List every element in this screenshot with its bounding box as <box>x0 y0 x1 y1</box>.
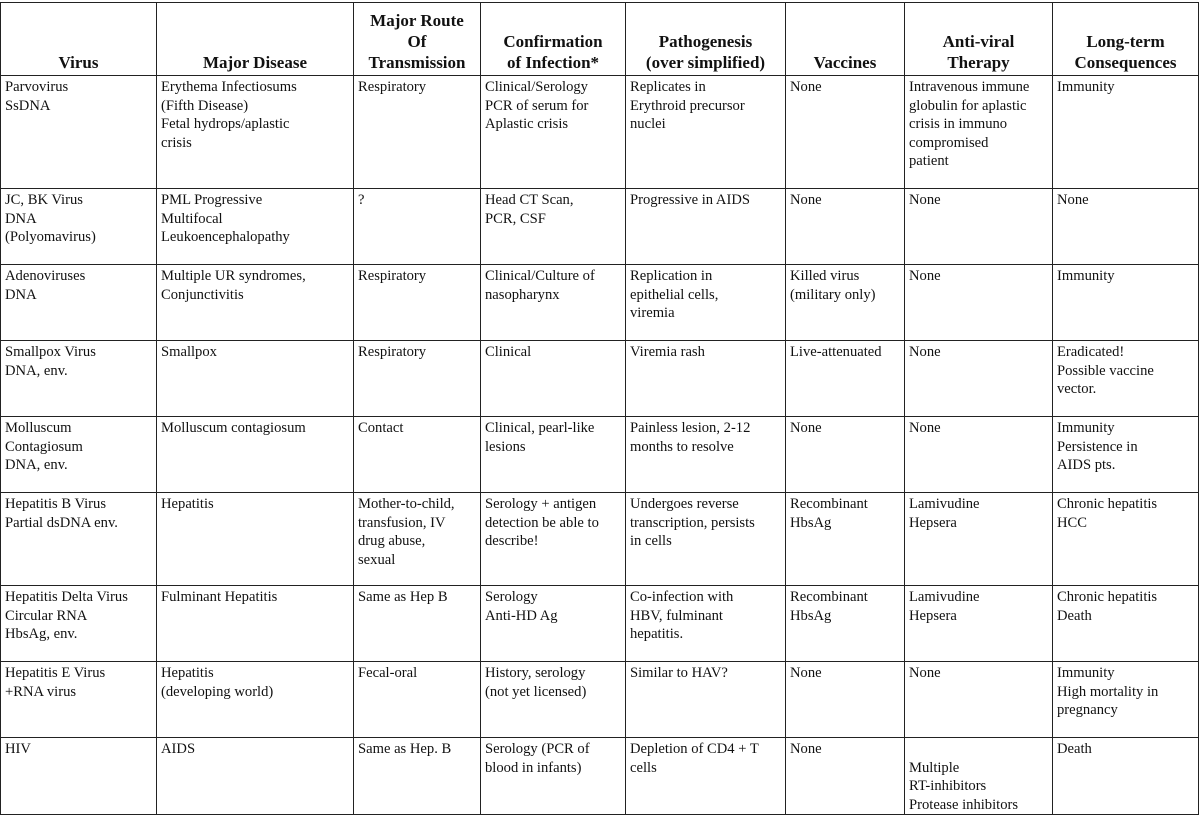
cell-line: Lamivudine <box>909 589 980 605</box>
header-major-disease <box>157 3 354 76</box>
cell-line: Erythema Infectiosums <box>161 79 297 95</box>
cell-line: Possible vaccine <box>1057 362 1154 379</box>
cell-line: Replicates in <box>630 79 706 95</box>
cell-line: Clinical <box>485 344 532 360</box>
cell-virus <box>1 341 157 417</box>
cell-pathogenesis <box>626 76 786 189</box>
cell-pathogenesis <box>626 586 786 662</box>
header-confirmation-of-infection <box>481 3 626 76</box>
cell-line: DNA, env. <box>5 457 68 473</box>
cell-line: DNA <box>5 286 37 303</box>
cell-line: AIDS <box>161 741 196 757</box>
cell-line: Adenoviruses <box>5 268 86 284</box>
cell-line: None <box>790 192 822 208</box>
table-row <box>1 265 1199 341</box>
cell-line: Same as Hep. B <box>358 741 452 757</box>
cell-line: Hepatitis Delta Virus <box>5 589 128 605</box>
header-route-of-transmission <box>354 3 481 76</box>
table-row <box>1 76 1199 189</box>
cell-confirmation-of-infection <box>481 662 626 738</box>
cell-line: Painless lesion, 2-12 <box>630 420 751 436</box>
cell-line: Immunity <box>1057 268 1115 284</box>
cell-line: PCR, CSF <box>485 210 546 227</box>
cell-line: Leukoencephalopathy <box>161 229 290 245</box>
cell-line: Chronic hepatitis <box>1057 496 1158 512</box>
cell-pathogenesis <box>626 265 786 341</box>
cell-line: HBV, fulminant <box>630 607 723 624</box>
cell-antiviral-therapy <box>905 189 1053 265</box>
cell-line: Mother-to-child, <box>358 496 455 512</box>
cell-line: viremia <box>630 305 675 321</box>
cell-confirmation-of-infection <box>481 417 626 493</box>
table-row <box>1 341 1199 417</box>
header-line: Major Route <box>370 11 464 30</box>
cell-line: HCC <box>1057 514 1088 531</box>
header-pathogenesis <box>626 3 786 76</box>
cell-line: Chronic hepatitis <box>1057 589 1158 605</box>
cell-route-of-transmission <box>354 189 481 265</box>
cell-line: Smallpox Virus <box>5 344 96 360</box>
cell-line: epithelial cells, <box>630 286 719 303</box>
header-antiviral-therapy <box>905 3 1053 76</box>
cell-pathogenesis <box>626 341 786 417</box>
cell-line: Progressive in AIDS <box>630 192 750 208</box>
cell-line: Live-attenuated <box>790 344 882 360</box>
cell-vaccines <box>786 341 905 417</box>
cell-line: PML Progressive <box>161 192 263 208</box>
cell-line: sexual <box>358 551 396 568</box>
cell-line: Multifocal <box>161 210 223 227</box>
cell-line: Partial dsDNA env. <box>5 514 118 531</box>
cell-line: Undergoes reverse <box>630 496 739 512</box>
cell-line: describe! <box>485 533 539 549</box>
header-vaccines <box>786 3 905 76</box>
cell-line: PCR of serum for <box>485 97 589 114</box>
cell-vaccines <box>786 417 905 493</box>
cell-line: High mortality in <box>1057 683 1159 700</box>
cell-line: Death <box>1057 741 1092 757</box>
cell-line: None <box>909 665 941 681</box>
cell-line: vector. <box>1057 381 1097 397</box>
table-body <box>1 76 1199 815</box>
cell-vaccines <box>786 189 905 265</box>
cell-line: HbsAg <box>790 514 832 531</box>
table-row <box>1 189 1199 265</box>
cell-line: Killed virus <box>790 268 860 284</box>
cell-line: drug abuse, <box>358 533 426 549</box>
cell-major-disease <box>157 662 354 738</box>
cell-line: Respiratory <box>358 268 427 284</box>
cell-confirmation-of-infection <box>481 265 626 341</box>
header-line: Transmission <box>368 53 466 72</box>
cell-line <box>909 740 1048 759</box>
cell-line: Intravenous immune <box>909 79 1030 95</box>
cell-line: Clinical/Culture of <box>485 268 595 284</box>
header-row <box>1 3 1199 76</box>
cell-line: Clinical, pearl-like <box>485 420 595 436</box>
cell-virus <box>1 493 157 586</box>
cell-antiviral-therapy <box>905 341 1053 417</box>
cell-line: Aplastic crisis <box>485 116 569 132</box>
cell-antiviral-therapy <box>905 417 1053 493</box>
cell-line: Co-infection with <box>630 589 734 605</box>
cell-line: Hepatitis <box>161 496 214 512</box>
cell-line: (developing world) <box>161 683 274 700</box>
cell-pathogenesis <box>626 662 786 738</box>
cell-line: Parvovirus <box>5 79 69 95</box>
cell-line: Respiratory <box>358 344 427 360</box>
cell-major-disease <box>157 417 354 493</box>
cell-antiviral-therapy <box>905 76 1053 189</box>
cell-line: detection be able to <box>485 514 599 531</box>
cell-line: Immunity <box>1057 79 1115 95</box>
header-line: Virus <box>58 53 99 72</box>
cell-line: compromised <box>909 134 989 151</box>
cell-line: DNA, env. <box>5 362 68 379</box>
cell-pathogenesis <box>626 417 786 493</box>
header-long-term-consequences <box>1053 3 1199 76</box>
cell-line: Contact <box>358 420 404 436</box>
cell-line: Protease inhibitors <box>909 796 1019 813</box>
cell-line: transfusion, IV <box>358 514 446 531</box>
cell-vaccines <box>786 76 905 189</box>
header-line: of Infection* <box>506 53 600 72</box>
cell-line: ? <box>358 192 365 208</box>
cell-line: Head CT Scan, <box>485 192 574 208</box>
cell-line: Smallpox <box>161 344 217 360</box>
cell-confirmation-of-infection <box>481 341 626 417</box>
cell-line: Same as Hep B <box>358 589 448 605</box>
header-line: Major Disease <box>202 53 308 72</box>
cell-line: Multiple UR syndromes, <box>161 268 306 284</box>
cell-line: Depletion of CD4 + T <box>630 741 759 757</box>
cell-line: (not yet licensed) <box>485 683 587 700</box>
cell-line: Hepatitis E Virus <box>5 665 106 681</box>
cell-long-term-consequences <box>1053 341 1199 417</box>
cell-line: Conjunctivitis <box>161 286 244 303</box>
cell-line: Eradicated! <box>1057 344 1125 360</box>
cell-line: History, serology <box>485 665 586 681</box>
table-row <box>1 738 1199 815</box>
cell-line: (Polyomavirus) <box>5 229 96 245</box>
cell-line: Anti-HD Ag <box>485 607 558 624</box>
cell-vaccines <box>786 265 905 341</box>
cell-line: JC, BK Virus <box>5 192 83 208</box>
table-row <box>1 662 1199 738</box>
cell-line: months to resolve <box>630 438 734 455</box>
cell-major-disease <box>157 341 354 417</box>
cell-line: None <box>909 420 941 436</box>
cell-confirmation-of-infection <box>481 493 626 586</box>
cell-line: Fetal hydrops/aplastic <box>161 116 290 132</box>
cell-line: Immunity <box>1057 665 1115 681</box>
cell-long-term-consequences <box>1053 189 1199 265</box>
cell-line: transcription, persists <box>630 514 755 531</box>
header-line: Of <box>407 32 427 51</box>
cell-route-of-transmission <box>354 493 481 586</box>
cell-vaccines <box>786 662 905 738</box>
cell-line: nuclei <box>630 116 666 132</box>
cell-vaccines <box>786 738 905 815</box>
cell-line: Replication in <box>630 268 713 284</box>
cell-line: Serology <box>485 589 538 605</box>
cell-pathogenesis <box>626 738 786 815</box>
table-row <box>1 417 1199 493</box>
cell-line: Respiratory <box>358 79 427 95</box>
cell-line: HbsAg, env. <box>5 626 78 642</box>
cell-route-of-transmission <box>354 341 481 417</box>
cell-line: Lamivudine <box>909 496 980 512</box>
header-line: Long-term <box>1086 32 1165 51</box>
cell-long-term-consequences <box>1053 76 1199 189</box>
cell-major-disease <box>157 586 354 662</box>
cell-line: Circular RNA <box>5 607 88 624</box>
cell-line: Hepatitis B Virus <box>5 496 107 512</box>
cell-line: blood in infants) <box>485 759 582 776</box>
cell-major-disease <box>157 738 354 815</box>
cell-line: HbsAg <box>790 607 832 624</box>
cell-line: Molluscum contagiosum <box>161 420 306 436</box>
cell-line: Molluscum <box>5 420 72 436</box>
cell-major-disease <box>157 76 354 189</box>
cell-line: None <box>909 268 941 284</box>
cell-antiviral-therapy <box>905 265 1053 341</box>
header-virus <box>1 3 157 76</box>
cell-line: patient <box>909 153 949 169</box>
cell-line: Recombinant <box>790 496 868 512</box>
cell-major-disease <box>157 493 354 586</box>
header-line: Confirmation <box>503 32 603 51</box>
cell-long-term-consequences <box>1053 417 1199 493</box>
cell-vaccines <box>786 493 905 586</box>
cell-line: Death <box>1057 607 1092 624</box>
cell-line: Hepatitis <box>161 665 214 681</box>
cell-long-term-consequences <box>1053 265 1199 341</box>
cell-route-of-transmission <box>354 662 481 738</box>
cell-line: None <box>790 665 822 681</box>
cell-line: in cells <box>630 533 672 549</box>
table-row <box>1 586 1199 662</box>
cell-line: Similar to HAV? <box>630 665 728 681</box>
cell-route-of-transmission <box>354 417 481 493</box>
cell-line: RT-inhibitors <box>909 778 987 794</box>
cell-antiviral-therapy <box>905 493 1053 586</box>
cell-line: (military only) <box>790 286 876 303</box>
header-line: Therapy <box>947 53 1010 72</box>
cell-line: AIDS pts. <box>1057 457 1116 473</box>
header-line: Consequences <box>1074 53 1177 72</box>
cell-line: globulin for aplastic <box>909 97 1027 114</box>
cell-line: Hepsera <box>909 607 957 624</box>
cell-vaccines <box>786 586 905 662</box>
cell-confirmation-of-infection <box>481 586 626 662</box>
cell-antiviral-therapy <box>905 662 1053 738</box>
cell-line: pregnancy <box>1057 702 1118 718</box>
cell-line: Fecal-oral <box>358 665 418 681</box>
cell-line: Erythroid precursor <box>630 97 745 114</box>
cell-line: Contagiosum <box>5 438 83 455</box>
cell-line: Viremia rash <box>630 344 705 360</box>
cell-long-term-consequences <box>1053 493 1199 586</box>
cell-long-term-consequences <box>1053 738 1199 815</box>
cell-line: Persistence in <box>1057 438 1138 455</box>
cell-line: cells <box>630 759 657 776</box>
cell-antiviral-therapy <box>905 586 1053 662</box>
cell-route-of-transmission <box>354 265 481 341</box>
cell-line: Recombinant <box>790 589 868 605</box>
cell-virus <box>1 738 157 815</box>
cell-line: None <box>909 192 941 208</box>
cell-pathogenesis <box>626 493 786 586</box>
cell-major-disease <box>157 265 354 341</box>
cell-virus <box>1 189 157 265</box>
cell-long-term-consequences <box>1053 586 1199 662</box>
cell-long-term-consequences <box>1053 662 1199 738</box>
cell-line: None <box>790 79 822 95</box>
cell-confirmation-of-infection <box>481 76 626 189</box>
cell-line: Serology + antigen <box>485 496 597 512</box>
cell-pathogenesis <box>626 189 786 265</box>
cell-confirmation-of-infection <box>481 189 626 265</box>
virus-summary-table <box>0 2 1199 815</box>
cell-line: HIV <box>5 741 31 757</box>
cell-virus <box>1 76 157 189</box>
cell-line: None <box>790 741 822 757</box>
cell-virus <box>1 662 157 738</box>
cell-line: hepatitis. <box>630 626 684 642</box>
cell-line: Immunity <box>1057 420 1115 436</box>
cell-virus <box>1 417 157 493</box>
cell-confirmation-of-infection <box>481 738 626 815</box>
cell-line: Multiple <box>909 759 960 776</box>
cell-line: (Fifth Disease) <box>161 97 249 114</box>
cell-route-of-transmission <box>354 586 481 662</box>
table-row <box>1 493 1199 586</box>
cell-line: Fulminant Hepatitis <box>161 589 278 605</box>
cell-line: Serology (PCR of <box>485 741 590 757</box>
cell-line: crisis in immuno <box>909 116 1008 132</box>
cell-virus <box>1 586 157 662</box>
header-line: Vaccines <box>813 53 877 72</box>
cell-line: None <box>790 420 822 436</box>
cell-route-of-transmission <box>354 76 481 189</box>
cell-line: SsDNA <box>5 97 51 114</box>
cell-line: lesions <box>485 438 526 455</box>
cell-line: +RNA virus <box>5 683 77 700</box>
header-line: (over simplified) <box>645 53 766 72</box>
cell-line: None <box>909 344 941 360</box>
cell-major-disease <box>157 189 354 265</box>
header-line: Anti-viral <box>942 32 1015 51</box>
cell-line: Clinical/Serology <box>485 79 588 95</box>
cell-line: nasopharynx <box>485 286 560 303</box>
cell-route-of-transmission <box>354 738 481 815</box>
cell-line: crisis <box>161 134 192 151</box>
cell-line: None <box>1057 192 1089 208</box>
cell-antiviral-therapy <box>905 738 1053 815</box>
cell-line: DNA <box>5 210 37 227</box>
header-line: Pathogenesis <box>658 32 753 51</box>
cell-line: Hepsera <box>909 514 957 531</box>
cell-virus <box>1 265 157 341</box>
